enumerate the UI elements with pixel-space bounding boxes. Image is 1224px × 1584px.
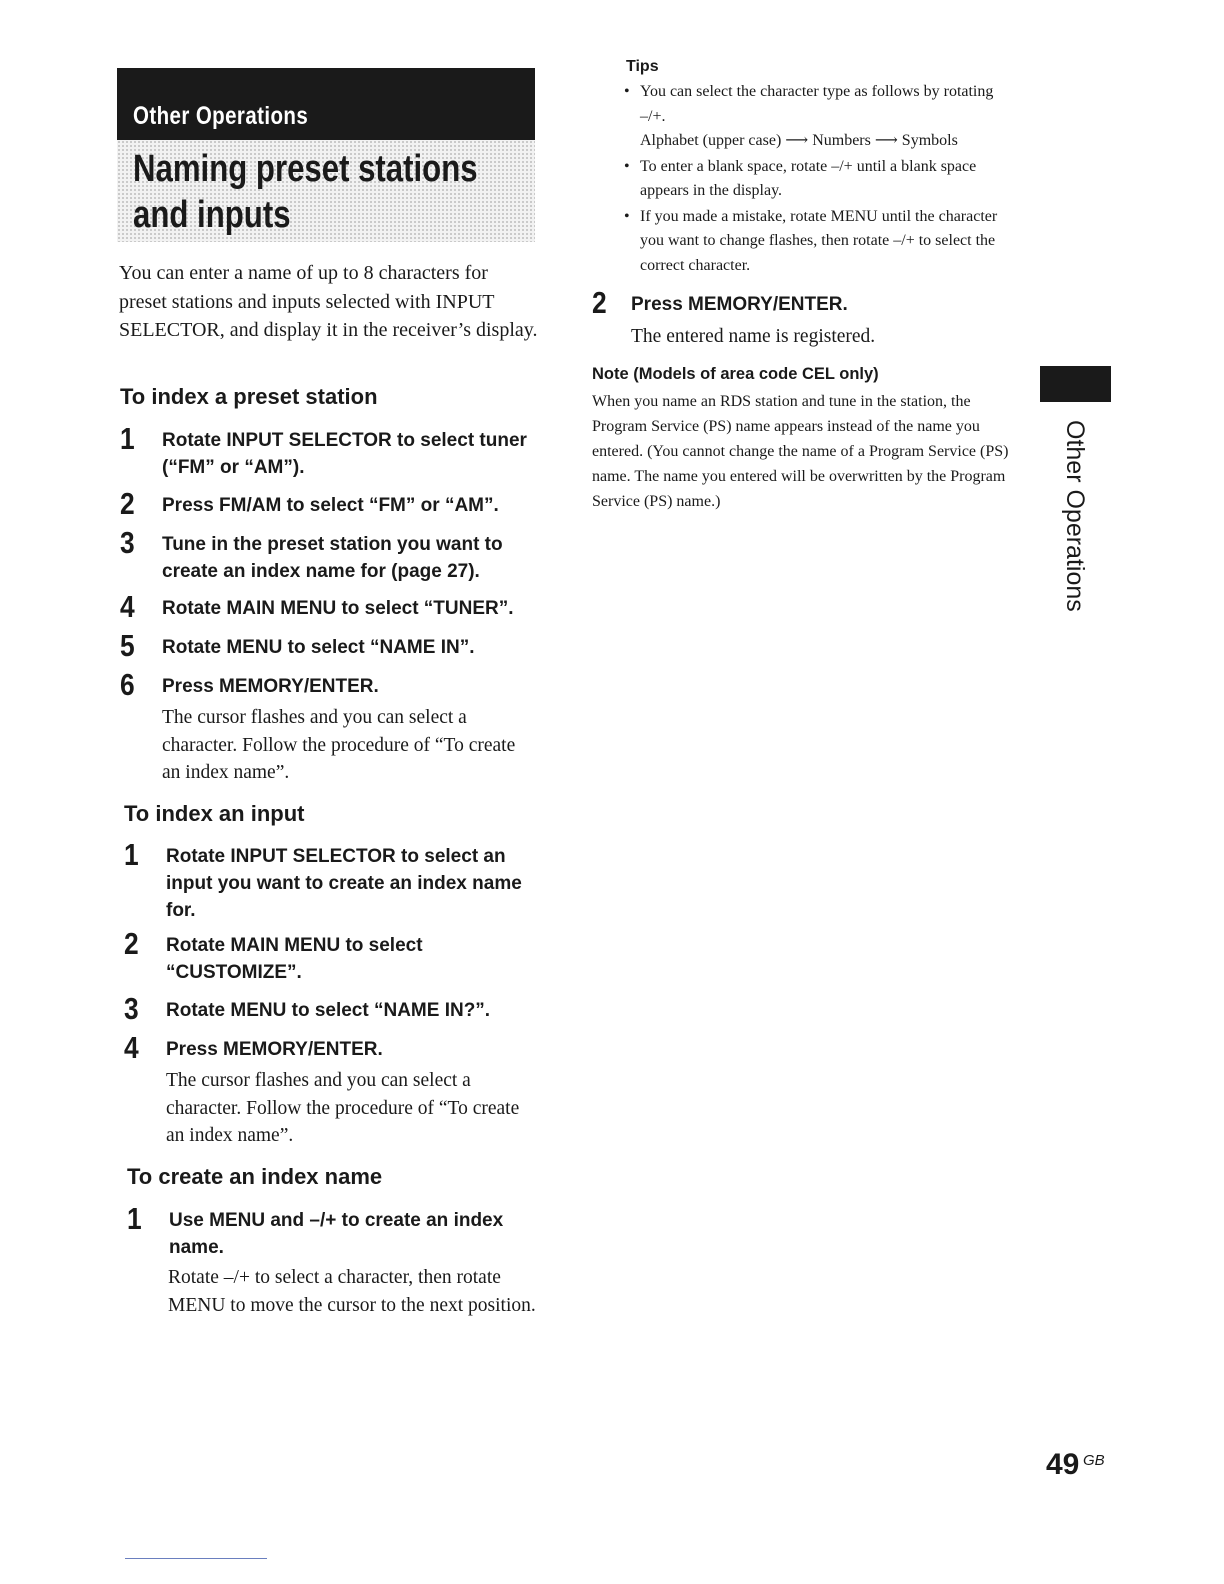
step-number: 3: [120, 525, 135, 560]
tip-sequence: Alphabet (upper case) ⟶ Numbers ⟶ Symbols: [640, 132, 958, 149]
note-body: When you name an RDS station and tune in the station, the Program Service (PS) name appears instead of the name you entered. (You cannot change the name of a Program Service (PS) name. The name you entered will be overwritten by the Program Service (PS) name.): [592, 393, 1009, 510]
step-text: Tune in the preset station you want to create an index name for (page 27).: [162, 534, 503, 582]
page-title-block: [117, 140, 535, 242]
step-text: Rotate MAIN MENU to select “CUSTOMIZE”.: [166, 935, 423, 983]
heading-preset-station: To index a preset station: [120, 384, 378, 409]
step-text: Press MEMORY/ENTER.: [631, 294, 848, 315]
step-number: 4: [124, 1030, 139, 1065]
tip-text: To enter a blank space, rotate –/+ until a blank space appears in the display.: [640, 157, 977, 199]
step-text: Press MEMORY/ENTER.: [166, 1039, 383, 1060]
step-number: 1: [120, 421, 135, 456]
tip-item: [624, 205, 1014, 279]
section-tab-marker: [1040, 366, 1111, 402]
heading-create-index-name: To create an index name: [127, 1164, 383, 1189]
page-number-suffix: GB: [1083, 1452, 1105, 1469]
step-number: 2: [124, 926, 139, 961]
step-number: 6: [120, 667, 135, 702]
step-number: 2: [120, 486, 135, 521]
tips-list: [624, 80, 1014, 279]
step-number: 1: [127, 1201, 142, 1236]
step-text: Rotate MENU to select “NAME IN”.: [162, 637, 475, 658]
input-step-4-description: The cursor flashes and you can select a character. Follow the procedure of “To create an index name”.: [166, 1070, 520, 1146]
side-label-text: Other Operations: [1061, 420, 1089, 612]
step-text: Rotate INPUT SELECTOR to select an input you want to create an index name for.: [166, 846, 522, 921]
create-step-1-description: Rotate –/+ to select a character, then rotate MENU to move the cursor to the next position.: [168, 1267, 536, 1316]
page-number: 49: [1046, 1448, 1080, 1481]
step-text: Rotate INPUT SELECTOR to select tuner (“FM” or “AM”).: [162, 430, 527, 478]
tip-text: If you made a mistake, rotate MENU until the character you want to change flashes, then rotate –/+ to select the correct character.: [640, 207, 998, 274]
step-text: Use MENU and –/+ to create an index name.: [169, 1210, 504, 1258]
step-number: 3: [124, 991, 139, 1026]
step-text: Press FM/AM to select “FM” or “AM”.: [162, 495, 499, 516]
tip-item: [624, 155, 1014, 204]
section-title: Other Operations: [133, 102, 309, 130]
step-text: Rotate MAIN MENU to select “TUNER”.: [162, 598, 514, 619]
step-number: 5: [120, 628, 135, 663]
intro-paragraph: You can enter a name of up to 8 characters for preset stations and inputs selected with INPUT SELECTOR, and display it in the receiver’s display.: [119, 262, 538, 341]
step-text: Press MEMORY/ENTER.: [162, 676, 379, 697]
step-number: 2: [592, 285, 607, 320]
section-header: [117, 68, 535, 140]
step-text: Rotate MENU to select “NAME IN?”.: [166, 1000, 491, 1021]
footer-rule: [125, 1558, 267, 1559]
note-title: Note (Models of area code CEL only): [592, 365, 879, 383]
preset-step-6-description: The cursor flashes and you can select a character. Follow the procedure of “To create an index name”.: [162, 707, 516, 783]
tip-item: [624, 80, 1014, 154]
step-number: 4: [120, 589, 135, 624]
tips-title: Tips: [626, 58, 659, 75]
tip-text: You can select the character type as follows by rotating –/+.: [640, 83, 994, 125]
page-title-line-1: Naming preset stations: [133, 148, 478, 190]
section-side-label: [1060, 420, 1090, 620]
page-title-line-2: and inputs: [133, 194, 291, 236]
create-step-2-description: The entered name is registered.: [631, 326, 876, 347]
heading-index-input: To index an input: [124, 801, 305, 826]
step-number: 1: [124, 837, 139, 872]
